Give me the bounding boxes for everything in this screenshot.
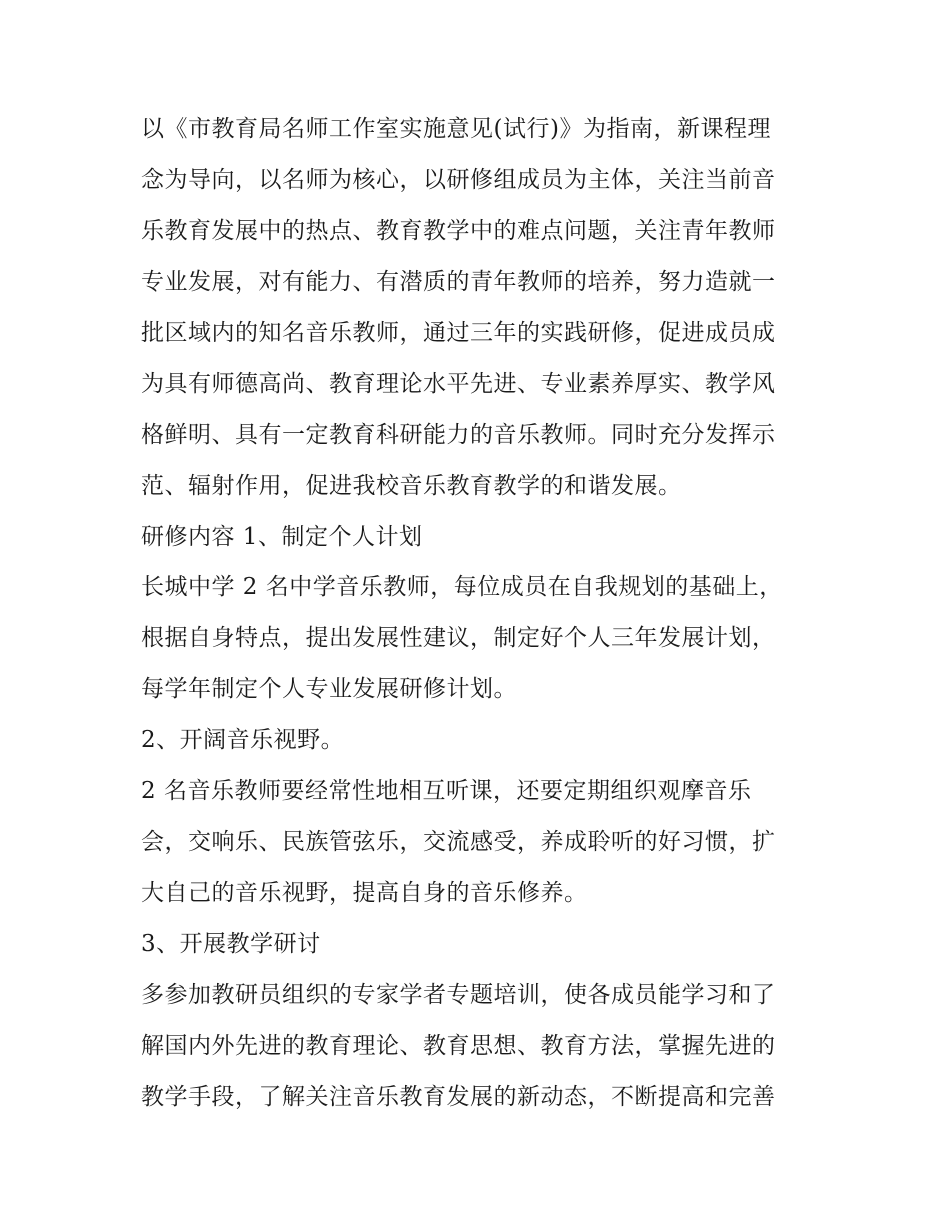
text-line: 教学手段，了解关注音乐教育发展的新动态，不断提高和完善 [141,1084,776,1110]
text-line: 批区域内的知名音乐教师，通过三年的实践研修，促进成员成 [141,320,776,346]
text-line: 大自己的音乐视野，提高自身的音乐修养。 [141,880,588,906]
text-line: 专业发展，对有能力、有潜质的青年教师的培养，努力造就一 [141,269,776,295]
text-line: 每学年制定个人专业发展研修计划。 [141,676,517,702]
text-line: 乐教育发展中的热点、教育教学中的难点问题，关注青年教师 [141,218,776,244]
text-line: 会，交响乐、民族管弦乐，交流感受，养成聆听的好习惯，扩 [141,829,776,855]
text-line: 念为导向，以名师为核心，以研修组成员为主体，关注当前音 [141,167,776,193]
text-line: 以《市教育局名师工作室实施意见(试行)》为指南，新课程理 [141,116,771,142]
section-heading: 2、开阔音乐视野。 [141,727,345,753]
text-line: 2 名音乐教师要经常性地相互听课，还要定期组织观摩音乐 [141,778,752,804]
text-line: 根据自身特点，提出发展性建议，制定好个人三年发展计划， [141,625,776,651]
text-line: 为具有师德高尚、教育理论水平先进、专业素养厚实、教学风 [141,371,776,397]
text-line: 格鲜明、具有一定教育科研能力的音乐教师。同时充分发挥示 [141,422,776,448]
document-body [141,104,831,1123]
section-heading: 3、开展教学研讨 [141,931,321,957]
text-line: 范、辐射作用，促进我校音乐教育教学的和谐发展。 [141,473,682,499]
text-line: 解国内外先进的教育理论、教育思想、教育方法，掌握先进的 [141,1033,776,1059]
section-heading: 研修内容 1、制定个人计划 [141,524,423,550]
text-line: 长城中学 2 名中学音乐教师，每位成员在自我规划的基础上， [141,574,783,600]
text-line: 多参加教研员组织的专家学者专题培训，使各成员能学习和了 [141,982,776,1008]
